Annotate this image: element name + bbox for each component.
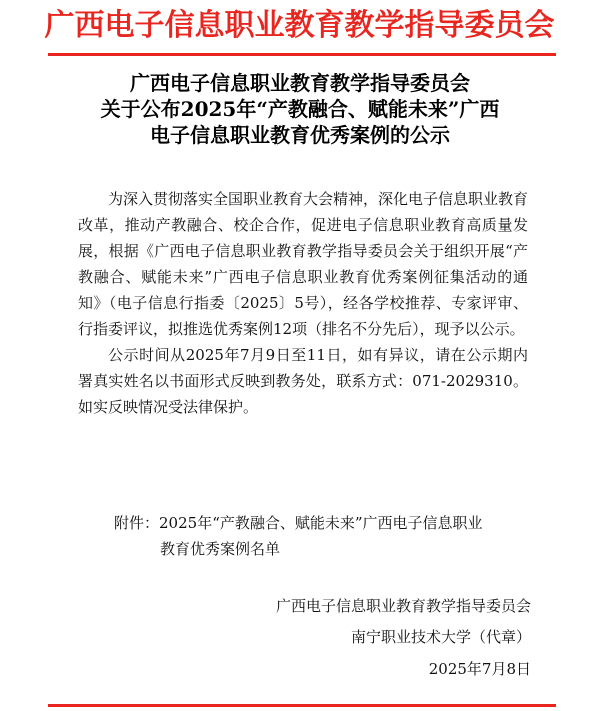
body-paragraph-2: 公示时间从2025年7月9日至11日，如有异议，请在公示期内署真实姓名以书面形式反映到教务处，联系方式：071-2029310。如实反映情况受法律保护。 (78, 346, 528, 416)
document-body (78, 186, 528, 420)
top-red-rule (48, 53, 556, 56)
attachment-line-1: 2025年“产教融合、赋能未来”广西电子信息职业 (159, 514, 483, 532)
signature-date: 2025年7月8日 (428, 660, 531, 678)
body-paragraph-1: 为深入贯彻落实全国职业教育大会精神，深化电子信息职业教育改革，推动产教融合、校企合作，促进电子信息职业教育高质量发展，根据《广西电子信息职业教育教学指导委员会关于组织开展“产教融合、赋能未来”广西电子信息职业教育优秀案例征集活动的通知》（电子信息行指委〔2025〕5号），经各学校推荐、专家评审、行指委评议，拟推选优秀案例12项（排名不分先后），现予以公示。 (78, 190, 529, 338)
attachment-line-2: 教育优秀案例名单 (160, 540, 281, 558)
document-title (60, 70, 540, 148)
signature-organization: 广西电子信息职业教育教学指导委员会 (275, 597, 531, 615)
title-line-2: 关于公布2025年“产教融合、赋能未来”广西 (100, 97, 500, 121)
masthead-title: 广西电子信息职业教育教学指导委员会 (44, 8, 555, 43)
signature-proxy-seal: 南宁职业技术大学（代章） (350, 628, 531, 646)
bottom-red-rule (48, 704, 556, 707)
attachment-label: 附件： (114, 514, 160, 532)
title-line-1: 广西电子信息职业教育教学指导委员会 (130, 71, 470, 95)
attachment-note (114, 510, 534, 562)
title-line-3: 电子信息职业教育优秀案例的公示 (150, 123, 450, 147)
